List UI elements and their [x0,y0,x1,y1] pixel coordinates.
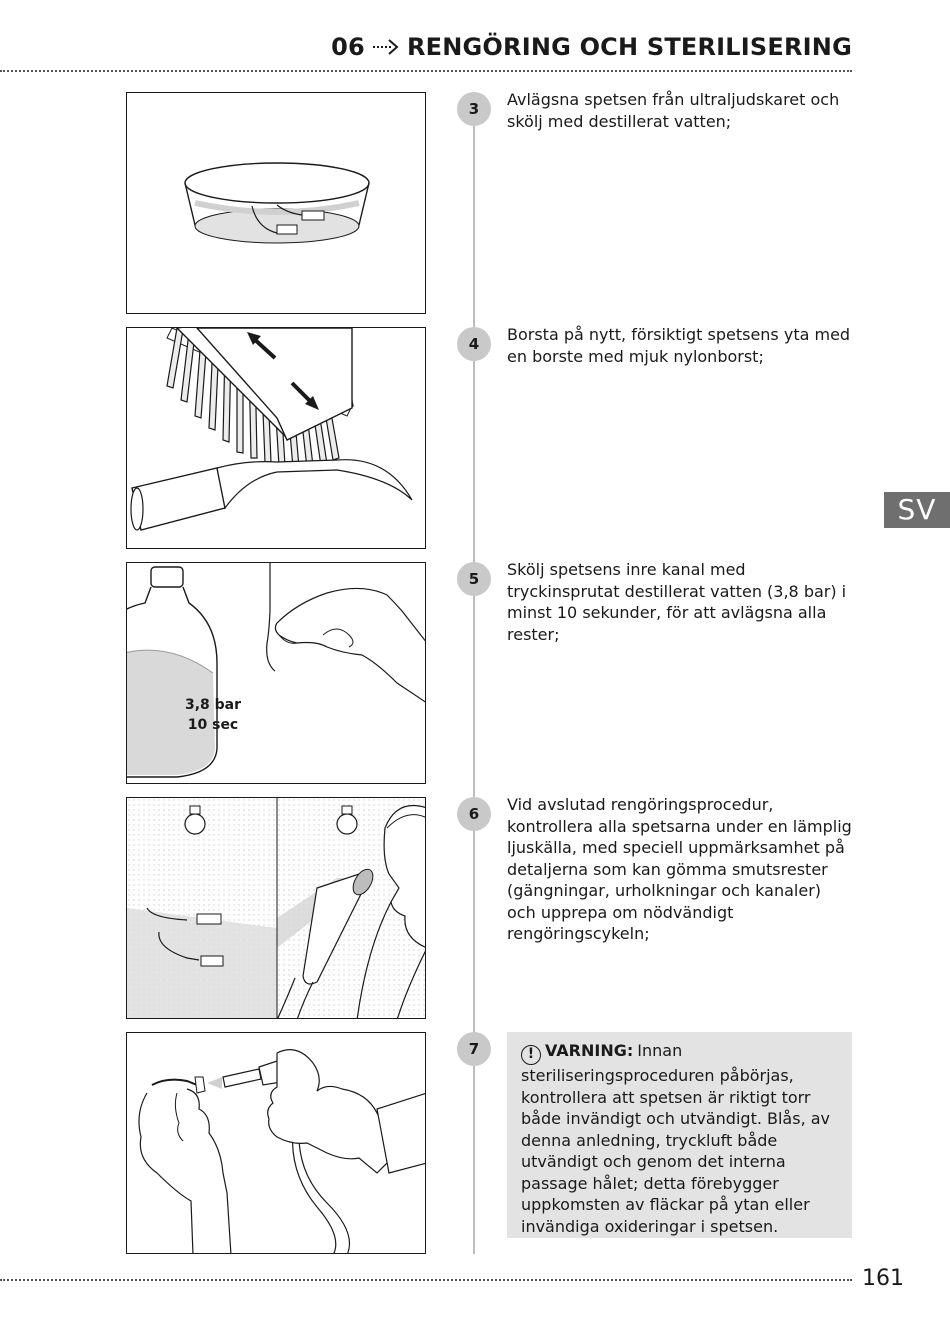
illustration-step-4 [126,327,426,549]
step-badge-7: 7 [457,1032,491,1066]
step-text-3: Avlägsna spetsen från ultraljudskaret och skölj med destillerat vatten; [507,90,840,131]
illustration-step-7 [126,1032,426,1254]
warning-label: VARNING: [545,1041,634,1060]
illustration-step-3 [126,92,426,314]
exclamation-circle-icon: ! [521,1045,541,1065]
language-tab: SV [884,492,950,528]
page-number: 161 [862,1266,904,1291]
step-badge-5: 5 [457,562,491,596]
duration-value: 10 sec [187,717,239,733]
pressure-label [128,695,298,735]
light-inspection-icon [127,798,426,1019]
section-title: RENGÖRING OCH STERILISERING [406,33,852,61]
step-text-6: Vid avslutad rengöringsprocedur, kontrollera alla spetsarna under en lämplig ljuskälla, med speciell uppmärksamhet på detaljerna som kan gömma smutsrester (gängningar, urholkningar och kanaler) och upprepa om nödvändigt rengöringscykeln; [507,795,852,943]
dotted-arrow-icon [371,37,401,57]
air-blower-icon [127,1033,426,1254]
footer-divider [0,1279,852,1281]
warning-text: Innan steriliseringsproceduren påbörjas, kontrollera att spetsen är riktigt torr både invändigt och utvändigt. Blås, av denna anledning, tryckluft både utvändigt och genom det interna passage hålet; detta förebygger uppkomsten av fläckar på ytan eller invändiga oxideringar i spetsen. [521,1041,831,1236]
illustration-step-5 [126,562,426,784]
step-badge-3: 3 [457,92,491,126]
page-header [331,33,852,61]
ultrasonic-bath-icon [127,93,426,314]
header-divider [0,70,852,72]
step-badge-6: 6 [457,797,491,831]
pressure-value: 3,8 bar [184,697,242,713]
illustration-step-6 [126,797,426,1019]
nylon-brush-icon [127,328,426,549]
step-text-4: Borsta på nytt, försiktigt spetsens yta med en borste med mjuk nylonborst; [507,325,851,366]
warning-box [507,1032,852,1238]
water-bottle-icon [127,563,426,784]
step-badge-4: 4 [457,327,491,361]
step-timeline [473,92,475,1254]
step-text-5: Skölj spetsens inre kanal med tryckinsprutat destillerat vatten (3,8 bar) i minst 10 sekunder, för att avlägsna alla rester; [507,560,847,644]
section-number: 06 [331,33,365,61]
